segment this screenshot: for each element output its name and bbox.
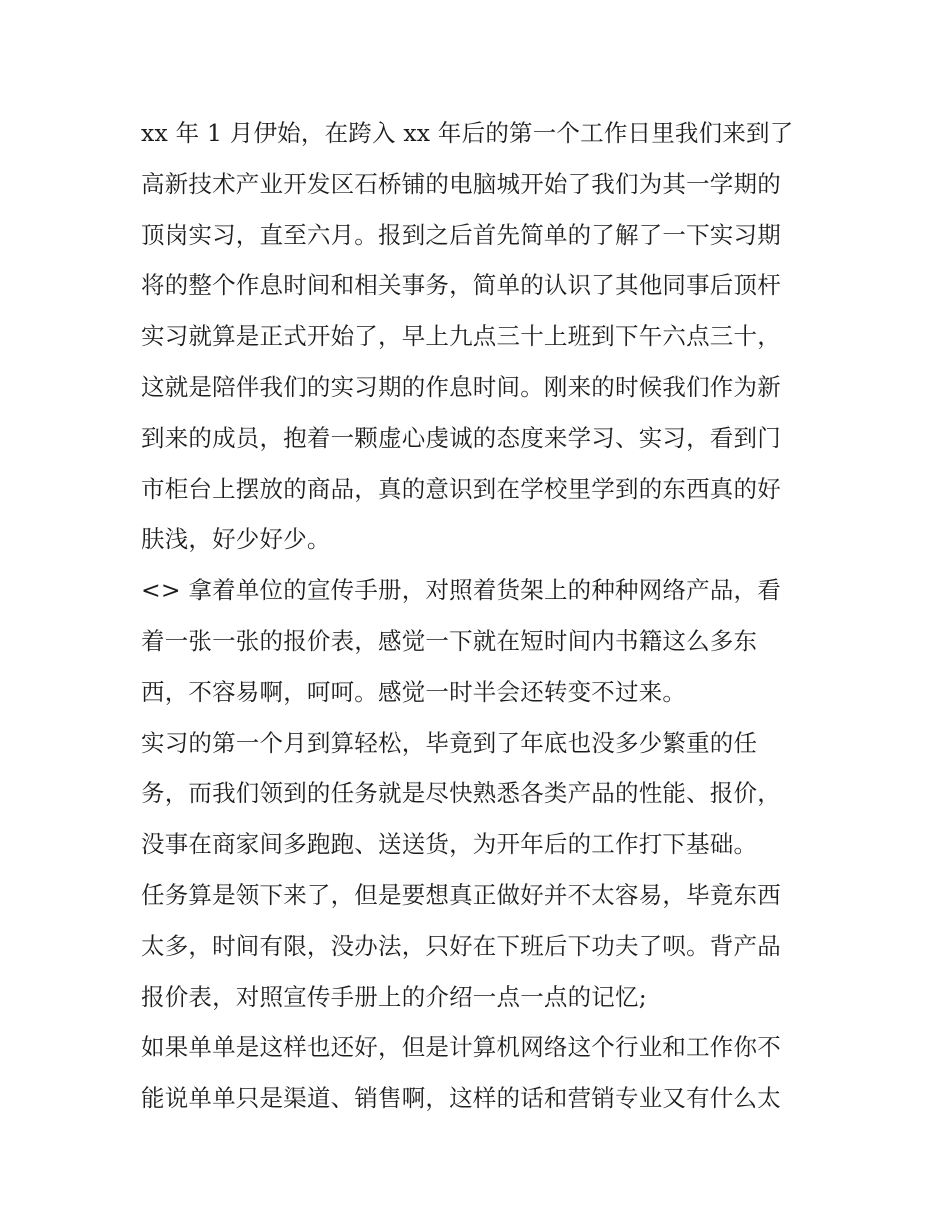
text-line: 这就是陪伴我们的实习期的作息时间。刚来的时候我们作为新 — [141, 372, 781, 401]
text-line: 实习就算是正式开始了，早上九点三十上班到下午六点三十， — [141, 322, 781, 351]
text-line: 西，不容易啊，呵呵。感觉一时半会还转变不过来。 — [141, 677, 687, 706]
text-line: 报价表，对照宣传手册上的介绍一点一点的记忆; — [141, 982, 647, 1011]
text-line: 着一张一张的报价表，感觉一下就在短时间内书籍这么多东 — [141, 626, 758, 655]
text-line: 肤浅，好少好少。 — [141, 525, 331, 554]
text-line: 顶岗实习，直至六月。报到之后首先简单的了解了一下实习期 — [141, 220, 781, 249]
text-line: 市柜台上摆放的商品，真的意识到在学校里学到的东西真的好 — [141, 474, 781, 503]
text-line: 如果单单是这样也还好，但是计算机网络这个行业和工作你不 — [141, 1033, 781, 1062]
text-line: 高新技术产业开发区石桥铺的电脑城开始了我们为其一学期的 — [141, 169, 781, 198]
text-line: xx 年 1 月伊始，在跨入 xx 年后的第一个工作日里我们来到了 — [141, 119, 794, 147]
text-line: 实习的第一个月到算轻松，毕竟到了年底也没多少繁重的任 — [141, 728, 758, 757]
text-line: <> 拿着单位的宣传手册，对照着货架上的种种网络产品，看 — [141, 576, 781, 605]
text-line: 没事在商家间多跑跑、送送货，为开年后的工作打下基础。 — [141, 830, 758, 859]
text-line: 任务算是领下来了，但是要想真正做好并不太容易，毕竟东西 — [141, 880, 781, 909]
text-line: 将的整个作息时间和相关事务，简单的认识了其他同事后顶杆 — [141, 271, 781, 300]
text-line: 太多，时间有限，没办法，只好在下班后下功夫了呗。背产品 — [141, 931, 781, 960]
text-line: 能说单单只是渠道、销售啊，这样的话和营销专业又有什么太 — [141, 1084, 781, 1113]
text-line: 务，而我们领到的任务就是尽快熟悉各类产品的性能、报价， — [141, 779, 781, 808]
text-line: 到来的成员，抱着一颗虚心虔诚的态度来学习、实习，看到门 — [141, 423, 781, 452]
document-body — [141, 108, 816, 1124]
